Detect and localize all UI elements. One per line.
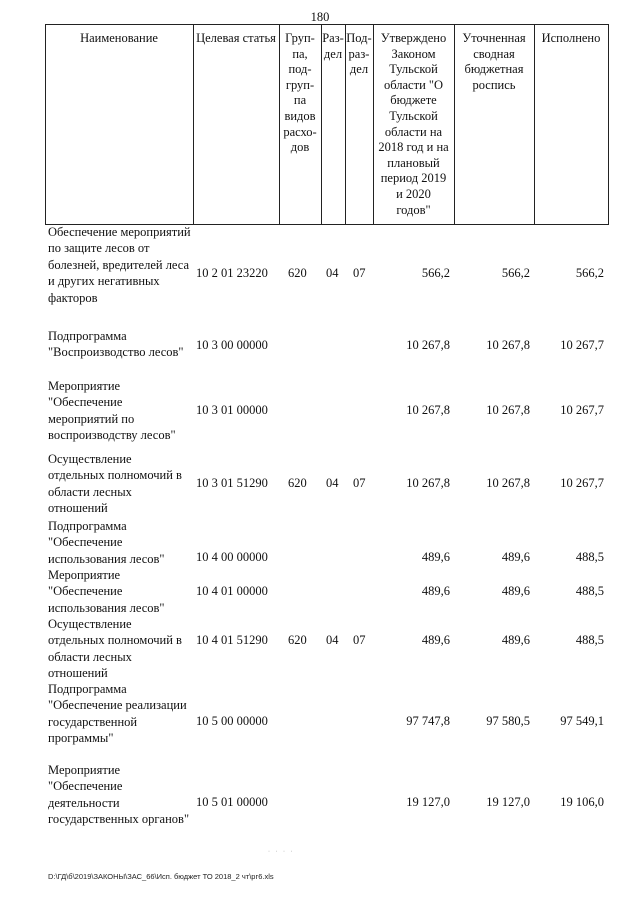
row-refined: 10 267,8	[486, 338, 530, 352]
row-refined: 97 580,5	[486, 714, 530, 728]
row-code: 10 5 00 00000	[196, 714, 268, 728]
row-subsection: 07	[353, 633, 366, 647]
row-approved: 10 267,8	[406, 338, 450, 352]
row-approved: 19 127,0	[406, 795, 450, 809]
budget-table	[45, 24, 609, 827]
row-group: 620	[288, 633, 307, 647]
page-number: 180	[310, 10, 330, 24]
row-subsection: 07	[353, 266, 366, 280]
row-code: 10 4 01 51290	[196, 633, 268, 647]
row-approved: 489,6	[421, 633, 450, 647]
row-name: Мероприятие "Обеспечение использования лесов"	[48, 568, 165, 615]
row-executed: 488,5	[575, 584, 604, 598]
row-refined: 10 267,8	[486, 403, 530, 417]
row-refined: 10 267,8	[486, 476, 530, 490]
row-executed: 10 267,7	[560, 338, 604, 352]
header-executed: Исполнено	[541, 31, 601, 45]
header-target: Целевая статья	[196, 31, 276, 45]
header-group: Груп- па, под- груп- па видов расхо- дов	[283, 31, 317, 155]
row-code: 10 4 01 00000	[196, 584, 268, 598]
row-refined: 489,6	[501, 550, 530, 564]
row-executed: 566,2	[575, 266, 604, 280]
row-executed: 488,5	[575, 633, 604, 647]
row-code: 10 4 00 00000	[196, 550, 268, 564]
header-subsection: Под- раз- дел	[346, 31, 372, 77]
header-name: Наименование	[80, 31, 158, 45]
row-executed: 488,5	[575, 550, 604, 564]
row-code: 10 3 01 00000	[196, 403, 268, 417]
row-executed: 19 106,0	[560, 795, 604, 809]
row-section: 04	[326, 633, 339, 647]
row-name: Подпрограмма "Обеспечение реализации государственной программы"	[48, 682, 187, 746]
row-name: Осуществление отдельных полномочий в области лесных отношений	[48, 617, 182, 681]
row-approved: 97 747,8	[406, 714, 450, 728]
row-executed: 97 549,1	[560, 714, 604, 728]
scan-speck: · · · ·	[268, 849, 295, 855]
header-refined: Уточненная сводная бюджетная роспись	[462, 31, 526, 92]
row-name: Осуществление отдельных полномочий в области лесных отношений	[48, 452, 182, 516]
row-code: 10 3 00 00000	[196, 338, 268, 352]
row-refined: 19 127,0	[486, 795, 530, 809]
footer-file-path: D:\ГД\б\2019\ЗАКОНЫ\ЗАС_66\Исп. бюджет ТО 2018_2 чт\рг6.xls	[48, 872, 274, 881]
row-group: 620	[288, 266, 307, 280]
row-executed: 10 267,7	[560, 403, 604, 417]
row-approved: 10 267,8	[406, 476, 450, 490]
header-approved: Утверждено Законом Тульской области "О бюджете Тульской области на 2018 год и на плановый период 2019 и 2020 годов"	[378, 31, 449, 217]
row-name: Мероприятие "Обеспечение деятельности государственных органов"	[48, 763, 190, 827]
row-subsection: 07	[353, 476, 366, 490]
row-approved: 489,6	[421, 584, 450, 598]
row-approved: 566,2	[421, 266, 450, 280]
row-section: 04	[326, 476, 339, 490]
row-group: 620	[288, 476, 307, 490]
row-refined: 489,6	[501, 633, 530, 647]
row-name: Подпрограмма "Обеспечение использования лесов"	[48, 519, 165, 566]
row-name: Мероприятие "Обеспечение мероприятий по воспроизводству лесов"	[48, 379, 176, 443]
row-code: 10 5 01 00000	[196, 795, 268, 809]
row-name: Обеспечение мероприятий по защите лесов от болезней, вредителей леса и других негативных факторов	[48, 225, 191, 305]
header-section: Раз- дел	[322, 31, 344, 61]
row-refined: 566,2	[501, 266, 530, 280]
row-section: 04	[326, 266, 339, 280]
table-header	[45, 24, 609, 225]
row-approved: 10 267,8	[406, 403, 450, 417]
row-code: 10 3 01 51290	[196, 476, 268, 490]
row-name: Подпрограмма "Воспроизводство лесов"	[48, 329, 184, 360]
row-approved: 489,6	[421, 550, 450, 564]
row-refined: 489,6	[501, 584, 530, 598]
row-executed: 10 267,7	[560, 476, 604, 490]
row-code: 10 2 01 23220	[196, 266, 268, 280]
